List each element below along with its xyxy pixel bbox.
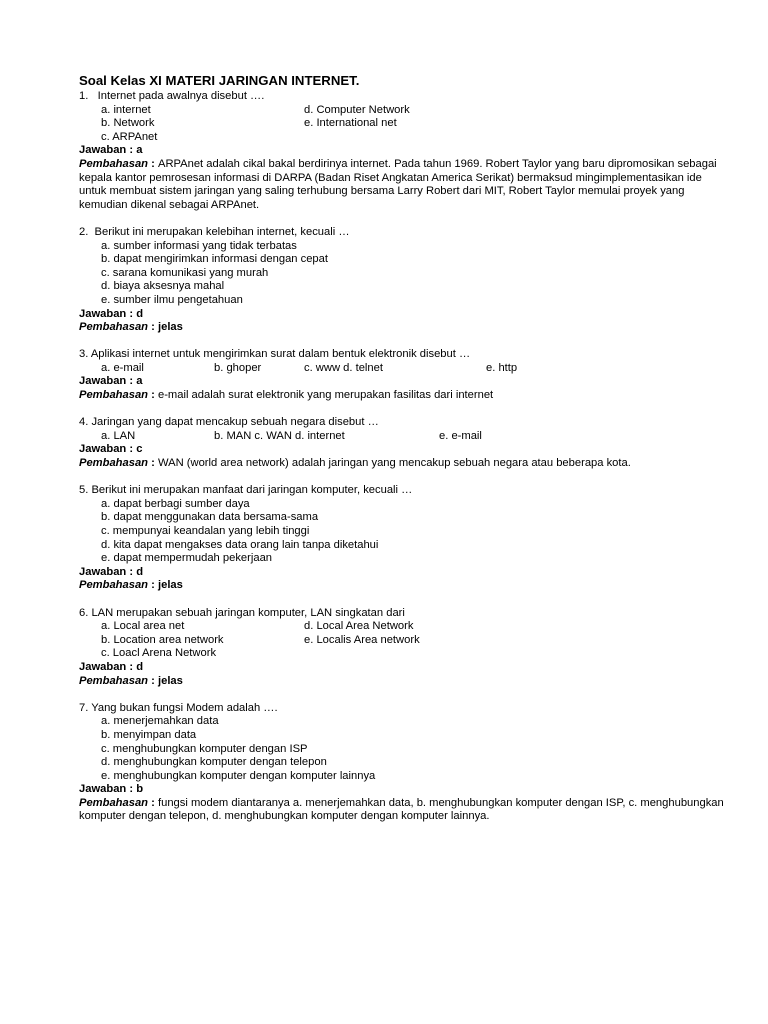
answer-option: a. sumber informasi yang tidak terbatas <box>101 239 297 252</box>
answer-option: c. sarana komunikasi yang murah <box>101 266 269 279</box>
discussion-label: Pembahasan <box>79 389 149 402</box>
answer-label: Jawaban : <box>79 307 137 320</box>
discussion-line <box>79 457 728 471</box>
answer-option: b. ghoper <box>214 361 262 374</box>
option-row <box>101 253 728 267</box>
option-list <box>79 498 728 566</box>
answer-label: Jawaban : <box>79 144 137 157</box>
discussion-text: jelas <box>157 579 183 592</box>
option-row <box>101 362 728 376</box>
answer-option: e. International net <box>304 117 397 130</box>
option-row <box>101 715 728 729</box>
spacer <box>79 471 728 485</box>
document-title: Soal Kelas XI MATERI JARINGAN INTERNET. <box>79 73 360 88</box>
answer-value: c <box>136 443 143 456</box>
answer-option: c. mempunyai keandalan yang lebih tinggi <box>101 525 310 537</box>
option-list <box>79 620 728 661</box>
answer-line <box>79 661 728 675</box>
answer-value: d <box>136 660 144 673</box>
answer-option: d. Computer Network <box>304 103 410 116</box>
answer-line <box>79 144 728 158</box>
answer-option: d. Local Area Network <box>304 620 414 633</box>
option-list <box>79 104 728 145</box>
option-list <box>79 430 728 444</box>
discussion-line <box>79 797 728 824</box>
option-row <box>101 552 728 566</box>
option-list <box>79 240 728 308</box>
spacer <box>79 688 728 702</box>
discussion-separator: : <box>148 457 158 470</box>
answer-option: e. menghubungkan komputer dengan komputer lainnya <box>101 769 376 782</box>
answer-option: e. sumber ilmu pengetahuan <box>101 293 243 306</box>
discussion-separator: : <box>148 321 158 334</box>
answer-label: Jawaban : <box>79 375 137 388</box>
option-row <box>101 430 728 444</box>
question-list <box>79 90 728 824</box>
question-block <box>79 416 728 470</box>
discussion-text: jelas <box>157 674 183 687</box>
question-block <box>79 702 728 824</box>
answer-option: a. dapat berbagi sumber daya <box>101 497 250 510</box>
answer-line <box>79 443 728 457</box>
answer-option: a. menerjemahkan data <box>101 715 219 728</box>
answer-option: a. Local area net <box>101 620 185 633</box>
option-row <box>101 131 728 145</box>
discussion-label: Pembahasan <box>79 157 149 170</box>
spacer <box>79 403 728 417</box>
answer-option: e. dapat mempermudah pekerjaan <box>101 552 273 565</box>
answer-option: b. MAN c. WAN d. internet <box>214 429 345 442</box>
discussion-label: Pembahasan <box>79 321 149 334</box>
question-text: 2. Berikut ini merupakan kelebihan internet, kecuali … <box>79 225 350 238</box>
option-row <box>101 511 728 525</box>
option-row <box>101 240 728 254</box>
question-block <box>79 607 728 689</box>
option-row <box>101 634 728 648</box>
discussion-line <box>79 158 728 212</box>
discussion-separator: : <box>148 389 158 402</box>
spacer <box>79 212 728 226</box>
answer-label: Jawaban : <box>79 783 137 796</box>
option-row <box>101 104 728 118</box>
option-row <box>101 539 728 553</box>
discussion-line <box>79 675 728 689</box>
question-text: 5. Berikut ini merupakan manfaat dari jaringan komputer, kecuali … <box>79 484 413 497</box>
answer-option: a. LAN <box>101 429 136 442</box>
answer-option: b. menyimpan data <box>101 728 197 741</box>
answer-label: Jawaban : <box>79 443 137 456</box>
option-row <box>101 117 728 131</box>
answer-line <box>79 375 728 389</box>
question-text: 6. LAN merupakan sebuah jaringan komputer, LAN singkatan dari <box>79 606 405 619</box>
answer-option: b. dapat mengirimkan informasi dengan cepat <box>101 253 328 266</box>
answer-label: Jawaban : <box>79 660 137 673</box>
option-row <box>101 743 728 757</box>
answer-option: c. ARPAnet <box>101 130 158 143</box>
answer-label: Jawaban : <box>79 565 137 578</box>
question-text: 1. Internet pada awalnya disebut …. <box>79 90 265 102</box>
answer-value: a <box>136 375 143 388</box>
answer-option: d. menghubungkan komputer dengan telepon <box>101 756 327 769</box>
answer-value: b <box>136 783 144 796</box>
answer-option: e. Localis Area network <box>304 633 420 646</box>
question-block <box>79 484 728 593</box>
discussion-separator: : <box>148 674 158 687</box>
question-block <box>79 348 728 402</box>
discussion-separator: : <box>148 157 158 170</box>
discussion-text: WAN (world area network) adalah jaringan yang mencakup sebuah negara atau beberapa kota. <box>157 457 631 470</box>
answer-option: c. www d. telnet <box>304 361 383 374</box>
discussion-text: jelas <box>157 321 183 334</box>
discussion-text: fungsi modem diantaranya a. menerjemahkan data, b. menghubungkan komputer dengan ISP, c. menghubungkan komputer dengan telepon, d. menghubungkan komputer dengan komputer lainnya. <box>79 796 724 823</box>
discussion-line <box>79 579 728 593</box>
answer-value: d <box>136 307 144 320</box>
question-text: 4. Jaringan yang dapat mencakup sebuah negara disebut … <box>79 416 379 429</box>
discussion-label: Pembahasan <box>79 457 149 470</box>
answer-line <box>79 783 728 797</box>
answer-value: a <box>136 144 143 157</box>
discussion-label: Pembahasan <box>79 579 149 592</box>
option-list <box>79 715 728 783</box>
answer-option: c. menghubungkan komputer dengan ISP <box>101 742 308 755</box>
answer-option: b. dapat menggunakan data bersama-sama <box>101 511 319 524</box>
option-list <box>79 362 728 376</box>
spacer <box>79 593 728 607</box>
option-row <box>101 267 728 281</box>
discussion-label: Pembahasan <box>79 674 149 687</box>
option-row <box>101 525 728 539</box>
answer-option: c. Loacl Arena Network <box>101 647 217 660</box>
discussion-text: ARPAnet adalah cikal bakal berdirinya internet. Pada tahun 1969. Robert Taylor yang baru dipromosikan sebagai kepala kantor pemrosesan informasi di DARPA (Badan Riset Angkatan America Serikat) bermaksud mingimplementasikan ide untuk membuat sistem jaringan yang saling terhubung bersama Larry Robert dari MIT, Robert Taylor memulai proyek yang kemudian dikenal sebagai ARPAnet. <box>79 157 717 211</box>
answer-value: d <box>136 565 144 578</box>
question-text: 3. Aplikasi internet untuk mengirimkan surat dalam bentuk elektronik disebut … <box>79 348 471 361</box>
answer-option: a. e-mail <box>101 361 144 374</box>
option-row <box>101 498 728 512</box>
answer-option: d. biaya aksesnya mahal <box>101 280 225 293</box>
option-row <box>101 647 728 661</box>
option-row <box>101 620 728 634</box>
discussion-text: e-mail adalah surat elektronik yang merupakan fasilitas dari internet <box>157 389 494 402</box>
answer-option: e. http <box>486 361 518 374</box>
discussion-separator: : <box>148 579 158 592</box>
option-row <box>101 294 728 308</box>
question-block <box>79 226 728 335</box>
option-row <box>101 280 728 294</box>
answer-option: b. Network <box>101 117 155 130</box>
question-text: 7. Yang bukan fungsi Modem adalah …. <box>79 701 278 714</box>
discussion-label: Pembahasan <box>79 796 149 809</box>
answer-line <box>79 308 728 322</box>
question-block <box>79 90 728 212</box>
discussion-separator: : <box>148 796 158 809</box>
discussion-line <box>79 389 728 403</box>
answer-option: d. kita dapat mengakses data orang lain tanpa diketahui <box>101 538 379 551</box>
spacer <box>79 335 728 349</box>
answer-option: b. Location area network <box>101 633 224 646</box>
answer-option: e. e-mail <box>439 429 482 442</box>
answer-option: a. internet <box>101 103 151 116</box>
option-row <box>101 756 728 770</box>
option-row <box>101 729 728 743</box>
option-row <box>101 770 728 784</box>
answer-line <box>79 566 728 580</box>
discussion-line <box>79 321 728 335</box>
